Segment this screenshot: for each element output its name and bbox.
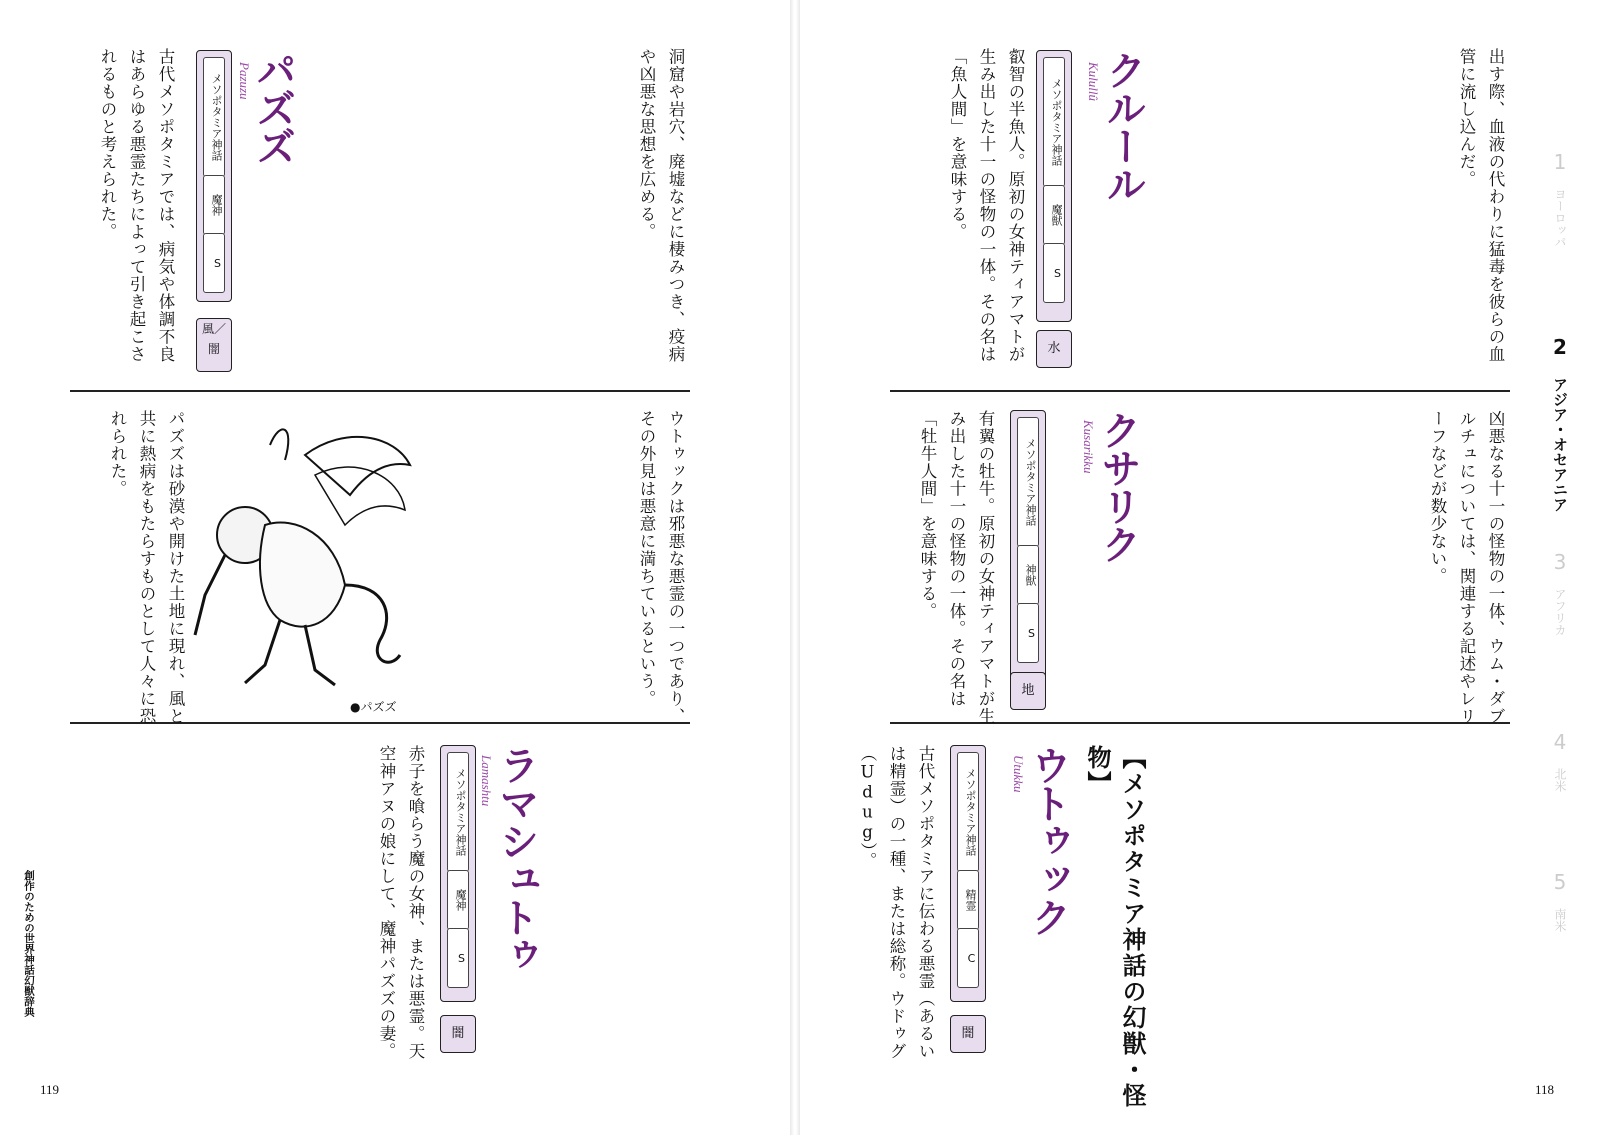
- chapter-tab-3: 3 アフリカ: [1548, 550, 1572, 636]
- body-text: パズズは砂漠や開けた土地に現れ、風と共に熱病をもたらすものとして人々に恐れられた。: [108, 410, 185, 725]
- element-badge: 風／闇: [196, 318, 232, 372]
- body-text: 洞窟や岩穴、廃墟などに棲みつき、疫病や凶悪な思想を広める。: [637, 48, 685, 363]
- entry-title-lamashtu: ラマシュトゥ: [493, 745, 539, 973]
- body: [260, 523, 345, 627]
- stat-box: [1010, 410, 1046, 682]
- strength-stat: S: [1043, 243, 1065, 303]
- body-text: 赤子を喰らう魔の女神、または悪霊。天空神アヌの娘にして、魔神パズズの妻。: [377, 745, 425, 1060]
- page-number: 119: [40, 1082, 60, 1097]
- myth-stat: メソポタミア神話: [203, 57, 225, 177]
- myth-stat: メソポタミア神話: [957, 752, 979, 872]
- myth-stat: メソポタミア神話: [447, 752, 469, 872]
- divider: [70, 390, 690, 392]
- chapter-tab-4: 4 北米: [1548, 730, 1572, 792]
- divider: [890, 390, 1510, 392]
- body-text: 凶悪なる十一の怪物の一体、ウム・ダブルチュについては、関連する記述やレリーフなどが数少ない。: [1428, 410, 1505, 725]
- element-badge: 闇: [440, 1015, 476, 1053]
- book-title: 創作のための世界神話幻獣辞典: [23, 870, 35, 1017]
- page-number: 118: [1535, 1082, 1555, 1097]
- chapter-tab-1: 1 ヨーロッパ: [1548, 150, 1572, 248]
- entry-title-kulullu: クルール: [1100, 50, 1146, 202]
- stat-box: [440, 745, 476, 1002]
- right-page: [800, 0, 1600, 1135]
- element-badge: 水: [1036, 330, 1072, 368]
- strength-stat: S: [203, 233, 225, 293]
- legs: [245, 620, 335, 685]
- element-badge: 闇: [950, 1015, 986, 1053]
- body-text: 有翼の牡牛。原初の女神ティアマトが生み出した十一の怪物の一体。その名は「牡牛人間」を意味する。: [918, 410, 995, 725]
- entry-roman: Kulullû: [1086, 62, 1101, 102]
- entry-roman: Lamashtu: [479, 755, 494, 807]
- tribe-stat: 精霊: [957, 870, 979, 930]
- body-text: 古代メソポタミアでは、病気や体調不良はあらゆる悪霊たちによって引き起こされるものと考えられた。: [98, 48, 175, 363]
- section-title: 【メソポタミア神話の幻獣・怪物】: [1083, 745, 1146, 1109]
- chapter-tab-5: 5 南米: [1548, 870, 1572, 932]
- element-badge: 地: [1010, 672, 1046, 710]
- gutter: [790, 0, 800, 1135]
- strength-stat: S: [1017, 603, 1039, 663]
- arm: [195, 555, 225, 635]
- tribe-stat: 魔神: [447, 870, 469, 930]
- entry-title-kusarikku: クサリク: [1095, 410, 1141, 562]
- chapter-tab-2: 2 アジア・オセアニア: [1548, 335, 1572, 512]
- strength-stat: S: [447, 928, 469, 988]
- strength-stat: C: [957, 928, 979, 988]
- left-page: [0, 0, 790, 1135]
- entry-title-utukku: ウトゥック: [1025, 745, 1071, 935]
- body-text: ウトゥックは邪悪な悪霊の一つであり、その外見は悪意に満ちているという。: [637, 410, 685, 725]
- entry-roman: Kusarikku: [1081, 420, 1096, 474]
- pazuzu-illustration: [185, 415, 420, 705]
- entry-roman: Utukku: [1011, 755, 1026, 793]
- illustration-caption: ●パズズ: [350, 700, 397, 714]
- entry-roman: Pazuzu: [237, 62, 252, 100]
- entry-title-pazuzu: パズズ: [250, 50, 296, 164]
- stat-box: [950, 745, 986, 1002]
- body-text: 叡智の半魚人。原初の女神ティアマトが生み出した十一の怪物の一体。その名は「魚人間」を意味する。: [948, 48, 1025, 363]
- myth-stat: メソポタミア神話: [1017, 417, 1039, 547]
- body-text: 出す際、血液の代わりに猛毒を彼らの血管に流し込んだ。: [1457, 48, 1505, 363]
- tribe-stat: 神獣: [1017, 545, 1039, 605]
- scorpion-tail: [345, 585, 400, 662]
- body-text: 古代メソポタミアに伝わる悪霊（あるいは精霊）の一種、または総称。ウドゥグ（Udug）。: [858, 745, 935, 1060]
- tribe-stat: 魔神: [203, 175, 225, 235]
- tribe-stat: 魔獣: [1043, 185, 1065, 245]
- stat-box: [1036, 50, 1072, 322]
- horn: [270, 429, 288, 460]
- myth-stat: メソポタミア神話: [1043, 57, 1065, 187]
- stat-box: [196, 50, 232, 302]
